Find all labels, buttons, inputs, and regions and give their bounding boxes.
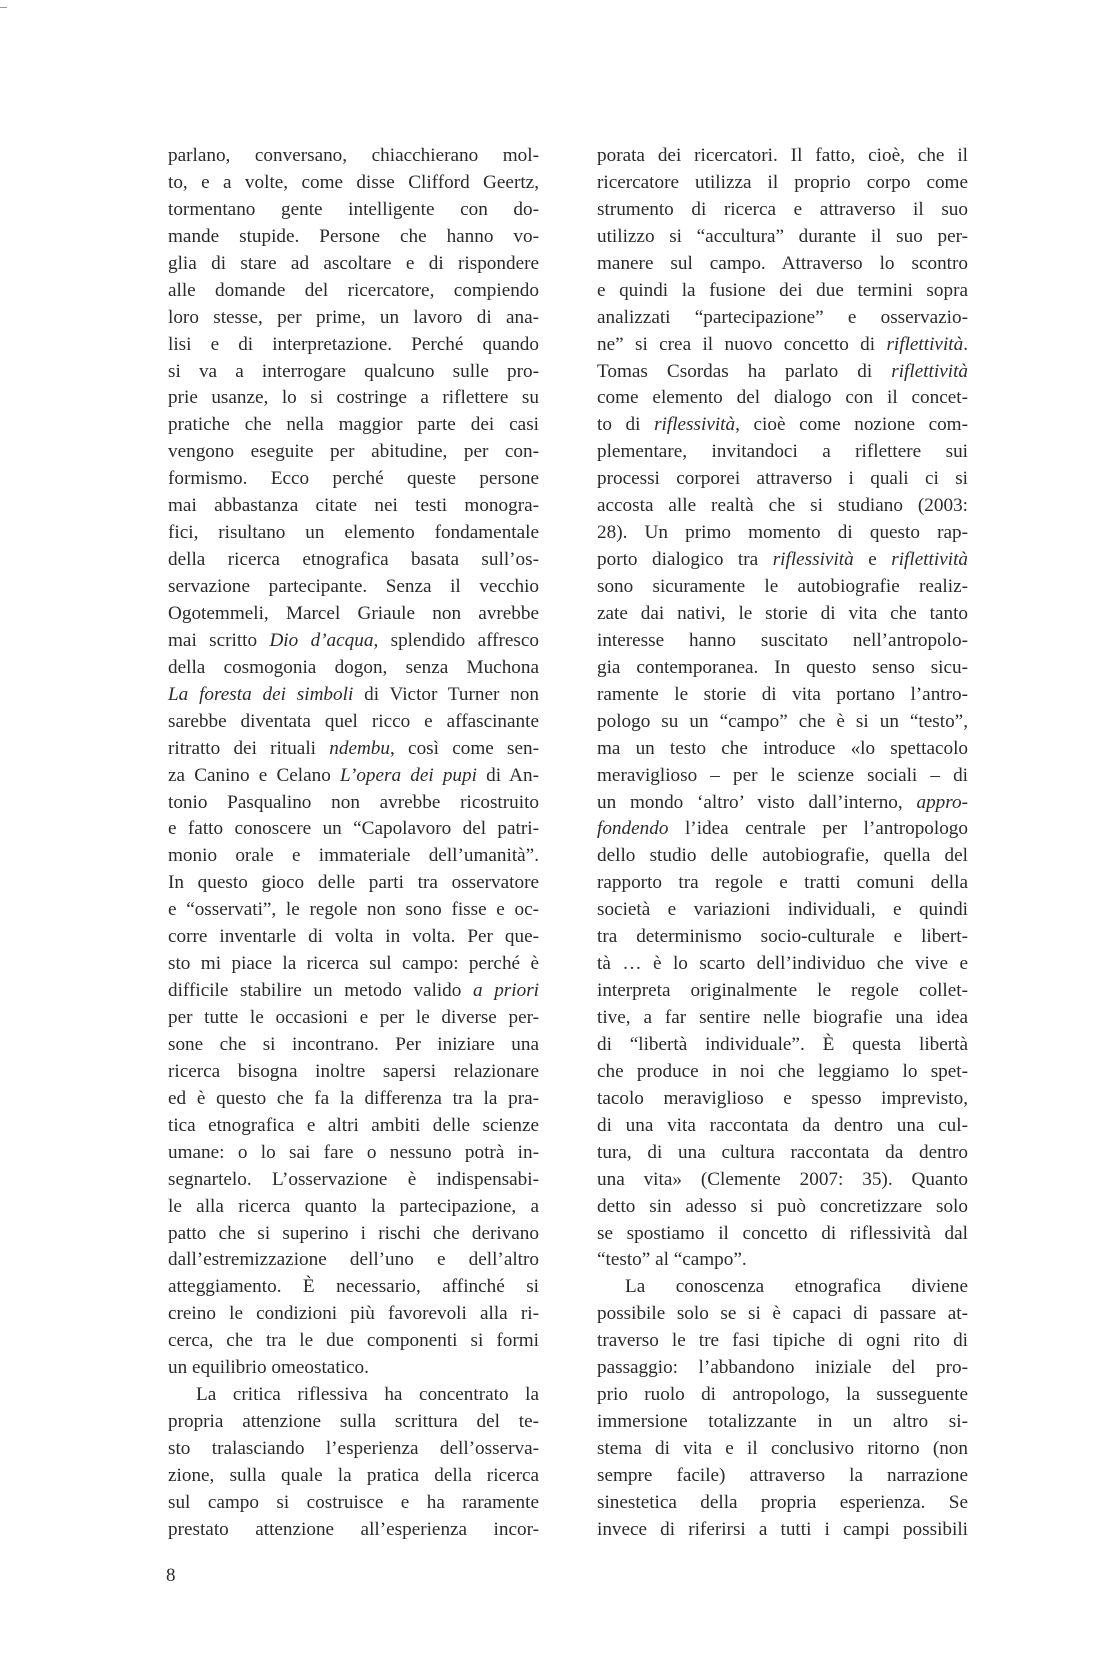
text-line: La critica riflessiva ha concentrato la	[196, 1384, 539, 1406]
text-line: ed è questo che fa la differenza tra la pra-	[168, 1087, 539, 1109]
text-line: processi corporei attraverso i quali ci si	[597, 468, 968, 490]
text-line: tica etnografica e altri ambiti delle scienze	[168, 1114, 539, 1136]
text-line: sempre facile) attraverso la narrazione	[597, 1464, 968, 1486]
text-line: possibile solo se si è capaci di passare at-	[597, 1303, 968, 1325]
crop-mark	[0, 7, 7, 8]
text-line: loro stesse, per prime, un lavoro di ana-	[168, 306, 539, 328]
text-line: sono sicuramente le autobiografie realiz-	[597, 576, 968, 597]
text-line: corre inventarle di volta in volta. Per que-	[168, 926, 539, 948]
text-line: creino le condizioni più favorevoli alla ri-	[168, 1303, 539, 1325]
text-line: un equilibrio omeostatico.	[168, 1357, 369, 1379]
text-line: della cosmogonia dogon, senza Muchona	[168, 656, 539, 678]
text-line: di una vita raccontata da dentro una cul-	[597, 1114, 968, 1136]
text-line: strumento di ricerca e attraverso il suo	[597, 198, 968, 220]
text-line: rapporto tra regole e tratti comuni della	[597, 872, 968, 894]
text-line: “testo” al “campo”.	[597, 1249, 747, 1271]
text-line: La foresta dei simboli di Victor Turner non	[168, 683, 539, 705]
text-line: ritratto dei rituali ndembu, così come sen-	[168, 737, 539, 759]
text-line: to di riflessività, cioè come nozione com-	[597, 414, 968, 436]
text-line: dall’estremizzazione dell’uno e dell’altro	[168, 1249, 539, 1271]
text-line: fici, risultano un elemento fondamentale	[168, 522, 539, 544]
text-line: parlano, conversano, chiacchierano mol-	[168, 145, 539, 166]
text-line: porto dialogico tra riflessività e riflettività	[597, 549, 968, 571]
text-line: accosta alle realtà che si studiano (2003:	[597, 495, 968, 517]
text-line: interpreta originalmente le regole collet-	[597, 980, 968, 1002]
text-line: della ricerca etnografica basata sull’os-	[168, 549, 539, 571]
text-line: sone che si incontrano. Per iniziare una	[168, 1033, 539, 1055]
text-line: di “libertà individuale”. È questa libertà	[597, 1033, 968, 1055]
text-line: mande stupide. Persone che hanno vo-	[168, 225, 539, 247]
text-line: segnartelo. L’osservazione è indispensabi-	[168, 1168, 539, 1190]
text-line: detto sin adesso si può concretizzare solo	[597, 1195, 968, 1217]
text-line: mai scritto Dio d’acqua, splendido affresco	[168, 629, 540, 651]
text-line: ne” si crea il nuovo concetto di riflettività.	[597, 333, 968, 355]
text-line: servazione partecipante. Senza il vecchio	[168, 576, 539, 597]
text-line: plementare, invitandoci a riflettere sui	[597, 441, 968, 463]
text-line: pologo su un “campo” che è si un “testo”,	[597, 710, 968, 732]
text-line: 28). Un primo momento di questo rap-	[597, 522, 968, 544]
text-line: lisi e di interpretazione. Perché quando	[168, 333, 539, 355]
text-line: tra determinismo socio-culturale e libert-	[597, 926, 968, 948]
text-line: fondendo l’idea centrale per l’antropologo	[597, 818, 968, 840]
text-line: porata dei ricercatori. Il fatto, cioè, che il	[597, 145, 968, 166]
text-line: tormentano gente intelligente con do-	[168, 198, 539, 220]
text-line: tive, a far sentire nelle biografie una idea	[597, 1007, 968, 1028]
text-line: pratiche che nella maggior parte dei casi	[168, 414, 539, 436]
text-line: prio ruolo di antropologo, la susseguente	[597, 1384, 968, 1406]
text-line: sarebbe diventata quel ricco e affascinante	[168, 710, 539, 732]
text-line: società e variazioni individuali, e quindi	[597, 899, 968, 921]
text-line: ma un testo che introduce «lo spettacolo	[597, 737, 968, 759]
text-line: mai abbastanza citate nei testi monogra-	[168, 495, 539, 517]
text-line: Tomas Csordas ha parlato di riflettività	[597, 360, 968, 382]
text-line: stema di vita e il conclusivo ritorno (non	[597, 1438, 968, 1459]
text-line: La conoscenza etnografica diviene	[625, 1276, 968, 1298]
text-line: umane: o lo sai fare o nessuno potrà in-	[168, 1141, 539, 1163]
text-line: zione, sulla quale la pratica della ricerca	[168, 1464, 539, 1486]
text-line: patto che si superino i rischi che derivano	[168, 1222, 539, 1244]
text-line: una vita» (Clemente 2007: 35). Quanto	[597, 1168, 968, 1190]
text-line: tonio Pasqualino non avrebbe ricostruito	[168, 791, 539, 813]
text-line: to, e a volte, come disse Clifford Geertz,	[168, 171, 539, 193]
text-line: atteggiamento. È necessario, affinché si	[168, 1276, 539, 1298]
text-line: immersione totalizzante in un altro si-	[597, 1411, 968, 1433]
text-line: sinestetica della propria esperienza. Se	[597, 1491, 968, 1513]
right-text-column	[597, 143, 968, 1544]
text-line: vengono eseguite per abitudine, per con-	[168, 441, 539, 463]
text-line: passaggio: l’abbandono iniziale del pro-	[597, 1357, 968, 1379]
text-line: interesse hanno suscitato nell’antropolo-	[597, 629, 968, 651]
page-number: 8	[166, 1565, 176, 1586]
text-line: za Canino e Celano L’opera dei pupi di An-	[168, 764, 539, 786]
text-line: glia di stare ad ascoltare e di rispondere	[168, 252, 539, 274]
text-line: manere sul campo. Attraverso lo scontro	[597, 252, 968, 274]
text-line: utilizzo si “acculturа” durante il suo per-	[597, 225, 968, 247]
text-line: ramente le storie di vita portano l’antro-	[597, 683, 968, 705]
text-line: gia contemporanea. In questo senso sicu-	[597, 656, 968, 678]
text-line: alle domande del ricercatore, compiendo	[168, 279, 539, 301]
text-line: tà … è lo scarto dell’individuo che vive e	[597, 953, 968, 975]
text-line: zate dai nativi, le storie di vita che tanto	[597, 602, 968, 624]
text-line: un mondo ‘altro’ visto dall’interno, appro-	[597, 791, 968, 813]
text-line: prestato attenzione all’esperienza incor-	[168, 1518, 539, 1540]
text-line: dello studio delle autobiografie, quella del	[597, 845, 968, 867]
text-line: invece di riferirsi a tutti i campi possibili	[597, 1518, 968, 1540]
text-line: tura, di una cultura raccontata da dentro	[597, 1141, 968, 1163]
text-line: che produce in noi che leggiamo lo spet-	[597, 1060, 968, 1082]
text-line: si va a interrogare qualcuno sulle pro-	[168, 360, 539, 382]
text-line: tacolo meraviglioso e spesso imprevisto,	[597, 1087, 968, 1109]
text-line: ricercatore utilizza il proprio corpo come	[597, 171, 968, 193]
text-line: per tutte le occasioni e per le diverse per-	[168, 1007, 539, 1028]
text-line: sul campo si costruisce e ha raramente	[168, 1491, 539, 1513]
text-line: e “osservati”, le regole non sono fisse e oc-	[168, 899, 539, 921]
text-line: se spostiamo il concetto di riflessività dal	[597, 1222, 968, 1244]
text-line: propria attenzione sulla scrittura del te-	[168, 1411, 539, 1433]
text-line: formismo. Ecco perché queste persone	[168, 468, 539, 490]
text-line: e quindi la fusione dei due termini sopra	[597, 279, 968, 301]
text-line: analizzati “partecipazione” e osservazio-	[597, 306, 968, 328]
text-line: le alla ricerca quanto la partecipazione, a	[168, 1195, 539, 1217]
text-line: traverso le tre fasi tipiche di ogni rito di	[597, 1330, 968, 1352]
text-line: In questo gioco delle parti tra osservatore	[168, 872, 539, 894]
text-line: cerca, che tra le due componenti si formi	[168, 1330, 539, 1352]
text-line: sto tralasciando l’esperienza dell’osserva-	[168, 1438, 539, 1459]
text-line: sto mi piace la ricerca sul campo: perché è	[168, 953, 539, 975]
text-line: meraviglioso – per le scienze sociali – di	[597, 764, 968, 786]
text-line: Ogotemmeli, Marcel Griaule non avrebbe	[168, 602, 539, 624]
text-line: come elemento del dialogo con il concet-	[597, 387, 968, 409]
text-line: difficile stabilire un metodo valido a priori	[168, 980, 539, 1002]
text-line: prie usanze, lo si costringe a riflettere su	[168, 387, 539, 409]
left-text-column	[168, 143, 539, 1544]
text-line: ricerca bisogna inoltre sapersi relazionare	[168, 1060, 539, 1082]
text-line: monio orale e immateriale dell’umanità”.	[168, 845, 539, 867]
text-line: e fatto conoscere un “Capolavoro del patri-	[168, 818, 539, 840]
